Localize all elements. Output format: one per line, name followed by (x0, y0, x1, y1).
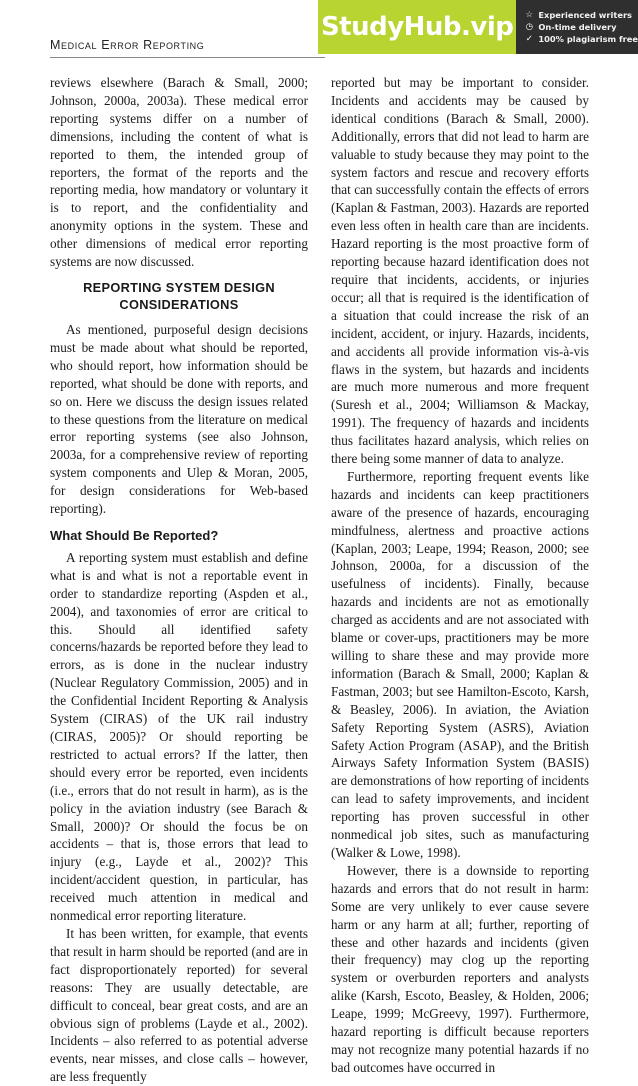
ad-feature-label: 100% plagiarism free (538, 34, 638, 44)
studyhub-ad-banner[interactable] (318, 0, 638, 54)
paragraph: Furthermore, reporting frequent events like hazards and incidents can keep practitioners aware of the presence of hazards, encouraging mindfulness, alertness and proactive actions (Kaplan, 2003; Leape, 1994; Reason, 2000; see Johnson, 2000a, for a discussion of the usefulness of incidents). Finally, because hazards and incidents are not as emotionally charged as accidents and are not associated with blame or cover-ups, practitioners may be more willing to share these and may provide more information (Barach & Small, 2000; Kaplan & Fastman, 2003; but see Hamilton-Escoto, Karsh, & Beasley, 2006). In aviation, the Aviation Safety Reporting System (ASRS), Aviation Safety Action Program (ASAP), and the British Airways Safety Information System (BASIS) are demonstrations of how reporting of incidents can lead to safety improvements, and incident reporting has proven successful in other nonmedical job sites, such as manufacturing (Walker & Lowe, 1998). (331, 468, 589, 860)
section-heading-line: REPORTING SYSTEM DESIGN (83, 279, 275, 295)
paragraph: However, there is a downside to reporting hazards and errors that do not result in harm: Some are very unlikely to ever cause severe harm or any harm at all; further, reporting of these and other hazards and incidents (given their frequency) may clog up the reporting system or overburden reporters and analysts alike (Karsh, Escoto, Beasley, & Holden, 2006; Leape, 1999; McGreevy, 1997). Furthermore, hazard reporting is difficult because reporters may not recognize many potential hazards if no bad outcomes have occurred in (331, 862, 589, 1075)
paragraph: reported but may be important to consider. Incidents and accidents may be caused by identical conditions (Barach & Small, 2000). Additionally, errors that did not lead to harm are valuable to study because they may point to the system factors and rescue and recovery efforts that can successfully contain the effects of errors (Kaplan & Fastman, 2003). Hazards are reported even less often in health care than are incidents. Hazard reporting is the most proactive form of reporting because hazard identification does not require that incidents, accidents, or injuries occur; all that is required is the identification of a situation that could increase the risk of an incident, accident, or injury. Hazards, incidents, and accidents all provide information vis-à-vis flaws in the system, but hazards and incidents are much more numerous and more frequent (Suresh et al., 2004; Williamson & Mackay, 1991). The frequency of hazards and incidents thus facilitates hazard analysis, which relies on there being some manner of data to analyze. (331, 75, 589, 467)
paragraph: A reporting system must establish and define what is and what is not a reportable event in order to standardize reporting (Aspden et al., 2004), and taxonomies of error are critical to this. Should all identified safety concerns/hazards be reported before they lead to errors, as is done in the nuclear industry (Nuclear Regulatory Commission, 2005) and in the Confidential Incident Reporting & Analysis System (CIRAS) of the UK rail industry (CIRAS, 2005)? Or should reporting be restricted to actual errors? If the latter, then should every error be reported, even incidents (i.e., errors that do not result in harm), as is the policy in the aviation industry (see Barach & Small, 2000)? Or should the focus be on accidents – that is, those errors that lead to injury (e.g., Layde et al., 2002)? This incident/accident question, in particular, has received much attention in medical and nonmedical error reporting literature. (50, 549, 308, 924)
studyhub-logo[interactable] (318, 0, 516, 54)
ad-feature-list (516, 0, 638, 54)
ad-feature-delivery (524, 22, 638, 32)
checklist-icon: ✓ (525, 34, 533, 44)
running-header: Medical Error Reporting (50, 38, 205, 52)
paragraph: As mentioned, purposeful design decisions must be made about what should be reported, who should report, how information should be reported, what should be done with reports, and so on. Here we discuss the design issues related to these questions from the literature on medical error reporting systems (see also Johnson, 2003a, for a comprehensive review of reporting system components and Ulep & Moran, 2005, for design considerations for Web-based reporting). (50, 321, 308, 517)
header-rule (50, 57, 325, 58)
ad-feature-plagiarism (524, 34, 638, 44)
paragraph: reviews elsewhere (Barach & Small, 2000; Johnson, 2000a, 2003a). These medical error reporting systems differ on a number of dimensions, including the content of what is reported to them, the intended group of reporters, the format of the reports and the reporting media, how mandatory or voluntary it is to report, and the confidentiality and anonymity options in the system. These and other dimensions of medical error reporting systems are now discussed. (50, 75, 308, 270)
right-column (331, 74, 589, 1077)
ad-feature-writers (524, 10, 638, 20)
clock-icon: ◷ (525, 22, 534, 32)
subsection-heading: What Should Be Reported? (50, 527, 219, 543)
paragraph: It has been written, for example, that events that result in harm should be reported (and are in fact disproportionately reported) for several reasons: They are usually detectable, are difficult to conceal, bear great costs, and are an obvious sign of problems (Layde et al., 2002). Incidents – also referred to as potential adverse events, near misses, and close calls – however, are less frequently (50, 925, 308, 1085)
left-column (50, 74, 308, 1086)
ad-feature-label: On-time delivery (538, 22, 617, 32)
ad-feature-label: Experienced writers (538, 10, 632, 20)
star-icon: ☆ (525, 10, 534, 20)
section-heading-line: CONSIDERATIONS (119, 296, 239, 312)
section-heading (50, 279, 308, 313)
logo-text: StudyHub.vip (320, 12, 514, 42)
